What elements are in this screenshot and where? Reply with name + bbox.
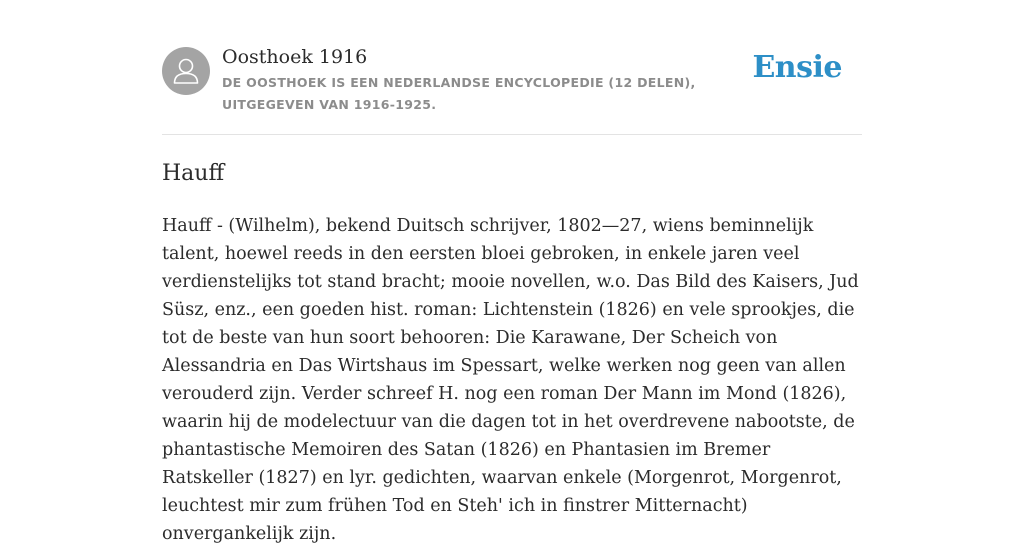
article [162,158,862,548]
article-title: Hauff [162,161,225,186]
source-title[interactable]: Oosthoek 1916 [222,46,368,68]
source-avatar[interactable] [162,47,210,95]
source-header [162,44,862,135]
ensie-logo[interactable]: Ensie [752,50,842,85]
user-icon [162,47,210,95]
source-description: DE OOSTHOEK IS EEN NEDERLANDSE ENCYCLOPEDIE (12 DELEN), UITGEGEVEN VAN 1916-1925. [222,75,696,112]
article-body: Hauff - (Wilhelm), bekend Duitsch schrijver, 1802—27, wiens beminnelijk talent, hoewel reeds in den eersten bloei gebroken, in enkele jaren veel verdienstelijks tot stand bracht; mooie novellen, w.o. Das Bild des Kaisers, Jud Süsz, enz., een goeden hist. roman: Lichtenstein (1826) en vele sprookjes, die tot de beste van hun soort behooren: Die Karawane, Der Scheich von Alessandria en Das Wirtshaus im Spessart, welke werken nog geen van allen verouderd zijn. Verder schreef H. nog een roman Der Mann im Mond (1826), waarin hij de modelectuur van die dagen tot in het overdrevene nabootste, de phantastische Memoiren des Satan (1826) en Phantasien im Bremer Ratskeller (1827) en lyr. gedichten, waarvan enkele (Morgenrot, Morgenrot, leuchtest mir zum frühen Tod en Steh' ich in finstrer Mitternacht) onvergankelijk zijn. [162,216,859,544]
